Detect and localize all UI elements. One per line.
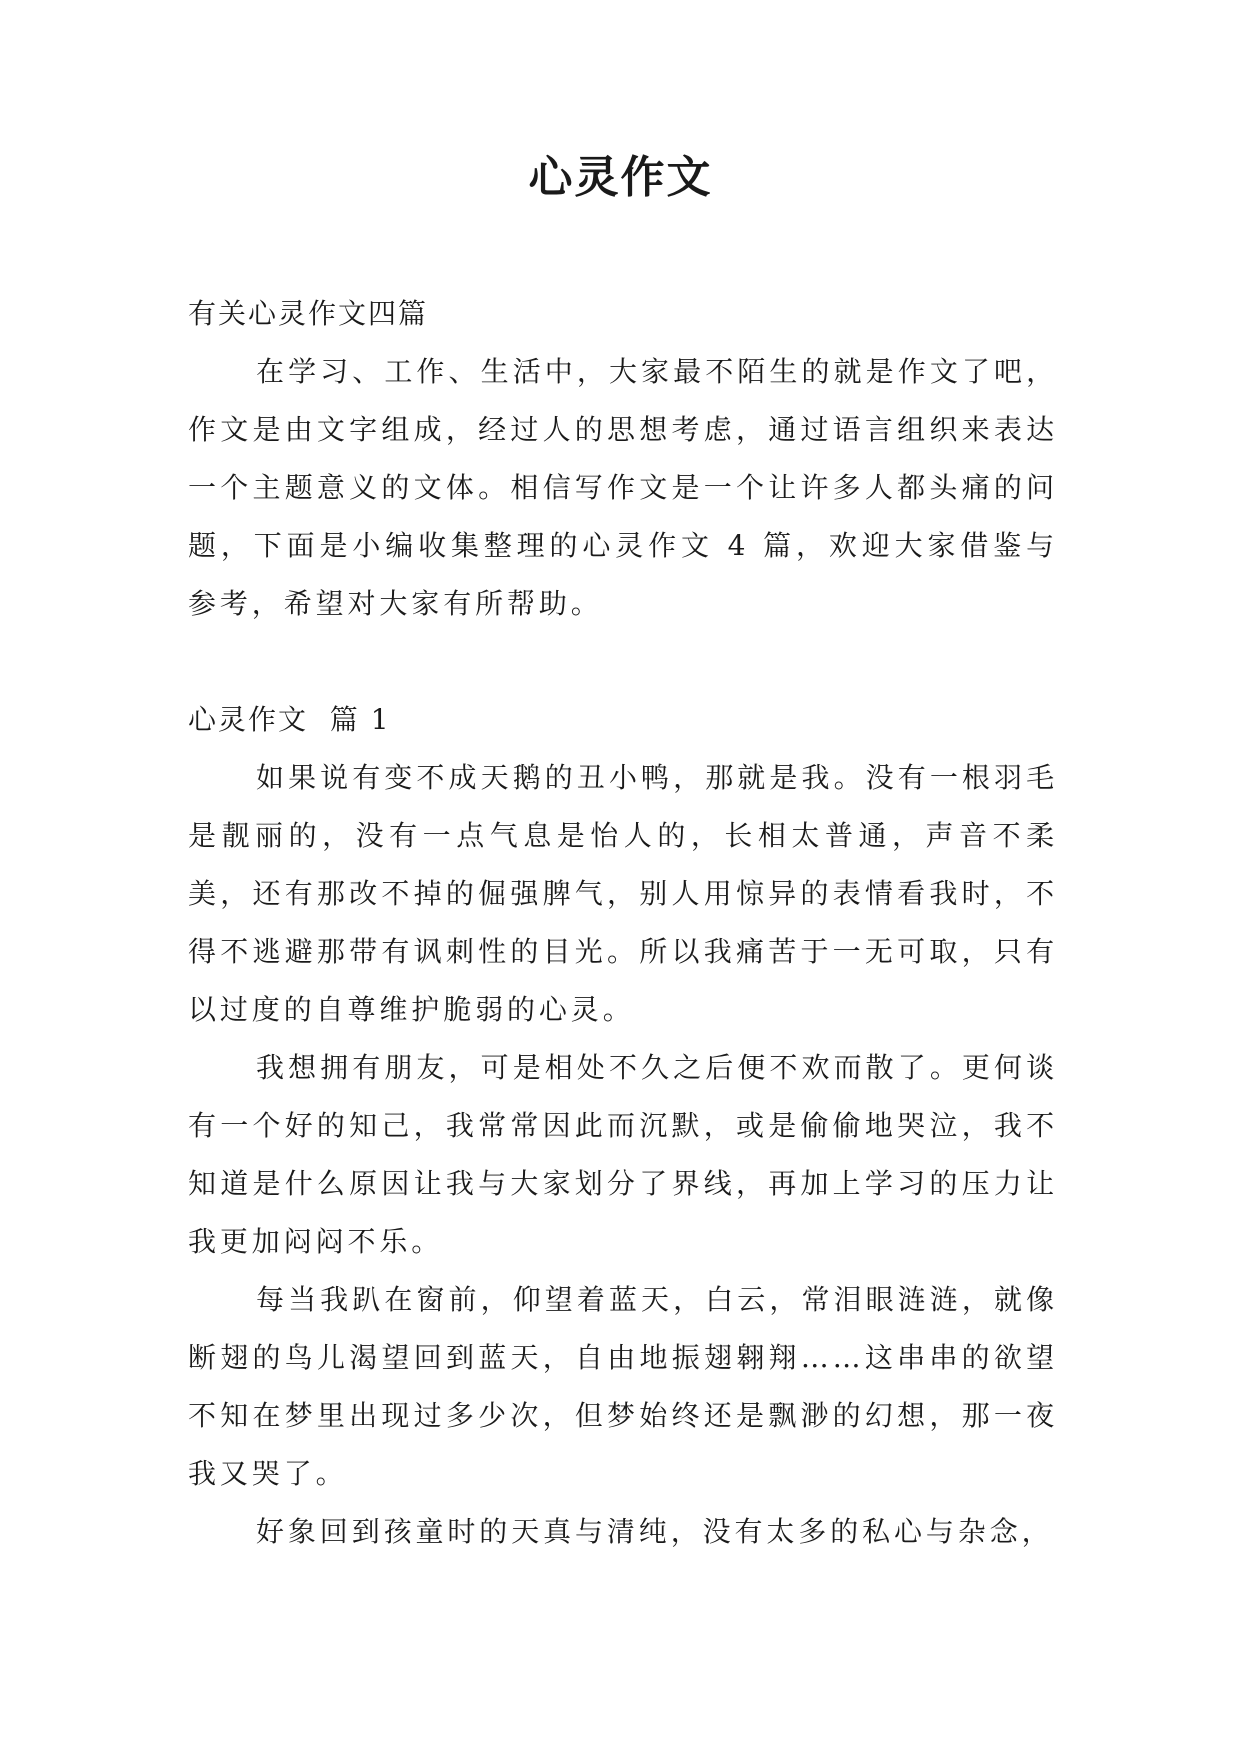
section-paragraph: 每当我趴在窗前，仰望着蓝天，白云，常泪眼涟涟，就像断翅的鸟儿渴望回到蓝天，自由地振翅翱翔……这串串的欲望不知在梦里出现过多少次，但梦始终还是飘渺的幻想，那一夜我又哭了。 xyxy=(188,1283,1058,1490)
section-paragraph: 我想拥有朋友，可是相处不久之后便不欢而散了。更何谈有一个好的知己，我常常因此而沉默，或是偷偷地哭泣，我不知道是什么原因让我与大家划分了界线，再加上学习的压力让我更加闷闷不乐。 xyxy=(188,1051,1058,1258)
document-body xyxy=(188,285,1058,1561)
section-spacer xyxy=(188,633,1058,691)
intro-paragraph: 在学习、工作、生活中，大家最不陌生的就是作文了吧，作文是由文字组成，经过人的思想考虑，通过语言组织来表达一个主题意义的文体。相信写作文是一个让许多人都头痛的问题，下面是小编收集整理的心灵作文 4 篇，欢迎大家借鉴与参考，希望对大家有所帮助。 xyxy=(188,355,1058,620)
section-paragraph: 如果说有变不成天鹅的丑小鸭，那就是我。没有一根羽毛是靓丽的，没有一点气息是怡人的，长相太普通，声音不柔美，还有那改不掉的倔强脾气，别人用惊异的表情看我时，不得不逃避那带有讽刺性的目光。所以我痛苦于一无可取，只有以过度的自尊维护脆弱的心灵。 xyxy=(188,761,1058,1026)
intro-heading: 有关心灵作文四篇 xyxy=(188,297,429,330)
section-paragraph: 好象回到孩童时的天真与清纯，没有太多的私心与杂念， xyxy=(256,1515,1054,1548)
section-heading: 心灵作文 篇 1 xyxy=(188,703,391,736)
document-title: 心灵作文 xyxy=(528,152,713,203)
